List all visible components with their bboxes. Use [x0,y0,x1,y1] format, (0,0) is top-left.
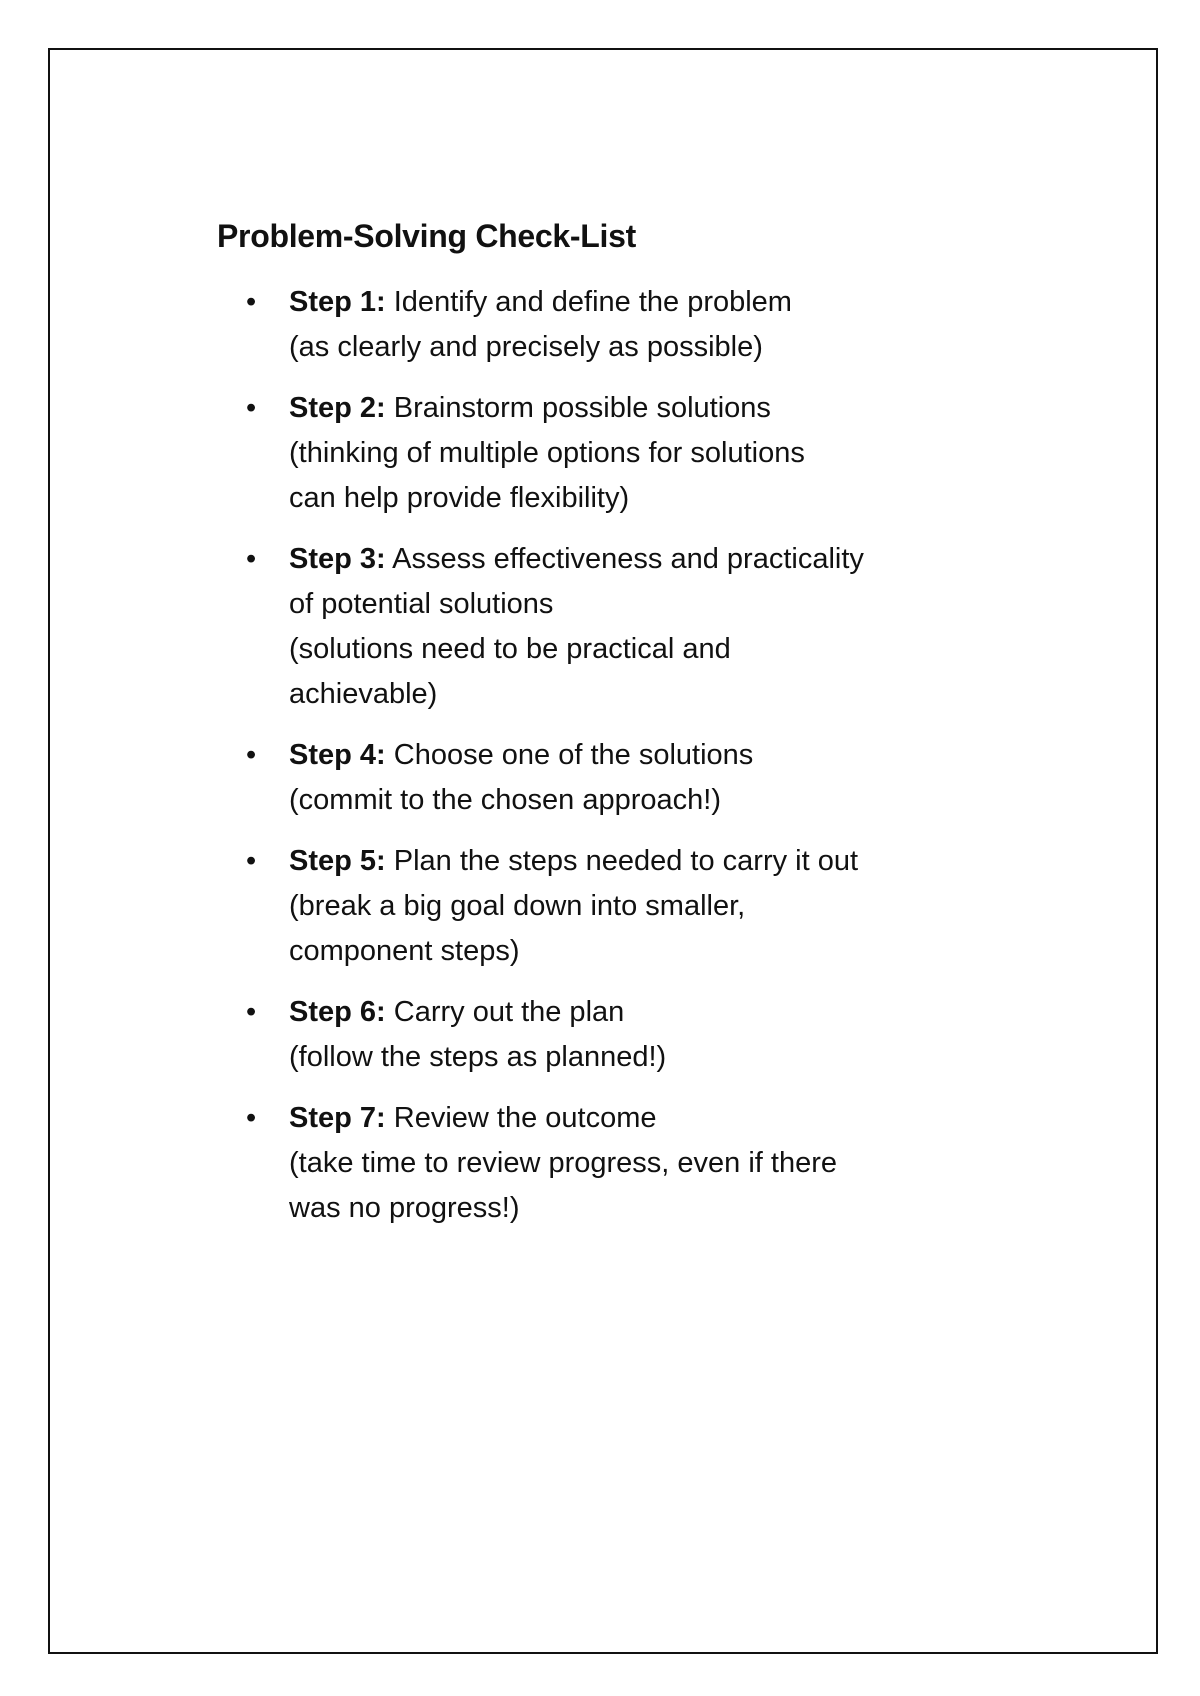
list-item-step-5 [246,839,946,974]
bullet-icon: • [246,392,257,424]
step-heading [289,1096,946,1141]
list-item-step-7 [246,1096,946,1231]
list-item-step-6 [246,990,946,1080]
step-heading [289,386,946,431]
bullet-icon: • [246,845,257,877]
step-note: (solutions need to be practical and [289,633,731,665]
step-note: (as clearly and precisely as possible) [289,331,763,363]
step-note: (follow the steps as planned!) [289,1041,667,1073]
step-note: of potential solutions [289,588,554,620]
step-label: Step 6: [289,996,386,1028]
step-action: Identify and define the problem [393,286,792,318]
step-action: Review the outcome [393,1102,657,1134]
list-item-step-4 [246,733,946,823]
step-label: Step 2: [289,392,386,424]
bullet-icon: • [246,996,257,1028]
step-action: Choose one of the solutions [393,739,754,771]
bullet-icon: • [246,739,257,771]
step-heading [289,280,946,325]
bullet-icon: • [246,1102,257,1134]
step-note: was no progress!) [289,1192,520,1224]
step-heading [289,839,946,884]
step-action: Assess effectiveness and practicality [392,543,864,575]
step-label: Step 7: [289,1102,386,1134]
bullet-icon: • [246,543,257,575]
list-item-step-1 [246,280,946,370]
step-label: Step 5: [289,845,386,877]
step-heading [289,990,946,1035]
list-item-step-2 [246,386,946,521]
step-note: (break a big goal down into smaller, [289,890,746,922]
step-action: Carry out the plan [393,996,625,1028]
checklist [246,280,946,1247]
step-note: (thinking of multiple options for solutions [289,437,805,469]
step-heading [289,537,946,582]
step-note: (take time to review progress, even if there [289,1147,838,1179]
step-note: (commit to the chosen approach!) [289,784,721,816]
step-label: Step 3: [289,543,386,575]
step-action: Plan the steps needed to carry it out [393,845,859,877]
step-note: can help provide flexibility) [289,482,630,514]
step-note: achievable) [289,678,438,710]
step-note: component steps) [289,935,520,967]
step-label: Step 1: [289,286,386,318]
step-action: Brainstorm possible solutions [393,392,771,424]
bullet-icon: • [246,286,257,318]
step-label: Step 4: [289,739,386,771]
list-item-step-3 [246,537,946,717]
page-title: Problem-Solving Check-List [217,218,636,254]
step-heading [289,733,946,778]
